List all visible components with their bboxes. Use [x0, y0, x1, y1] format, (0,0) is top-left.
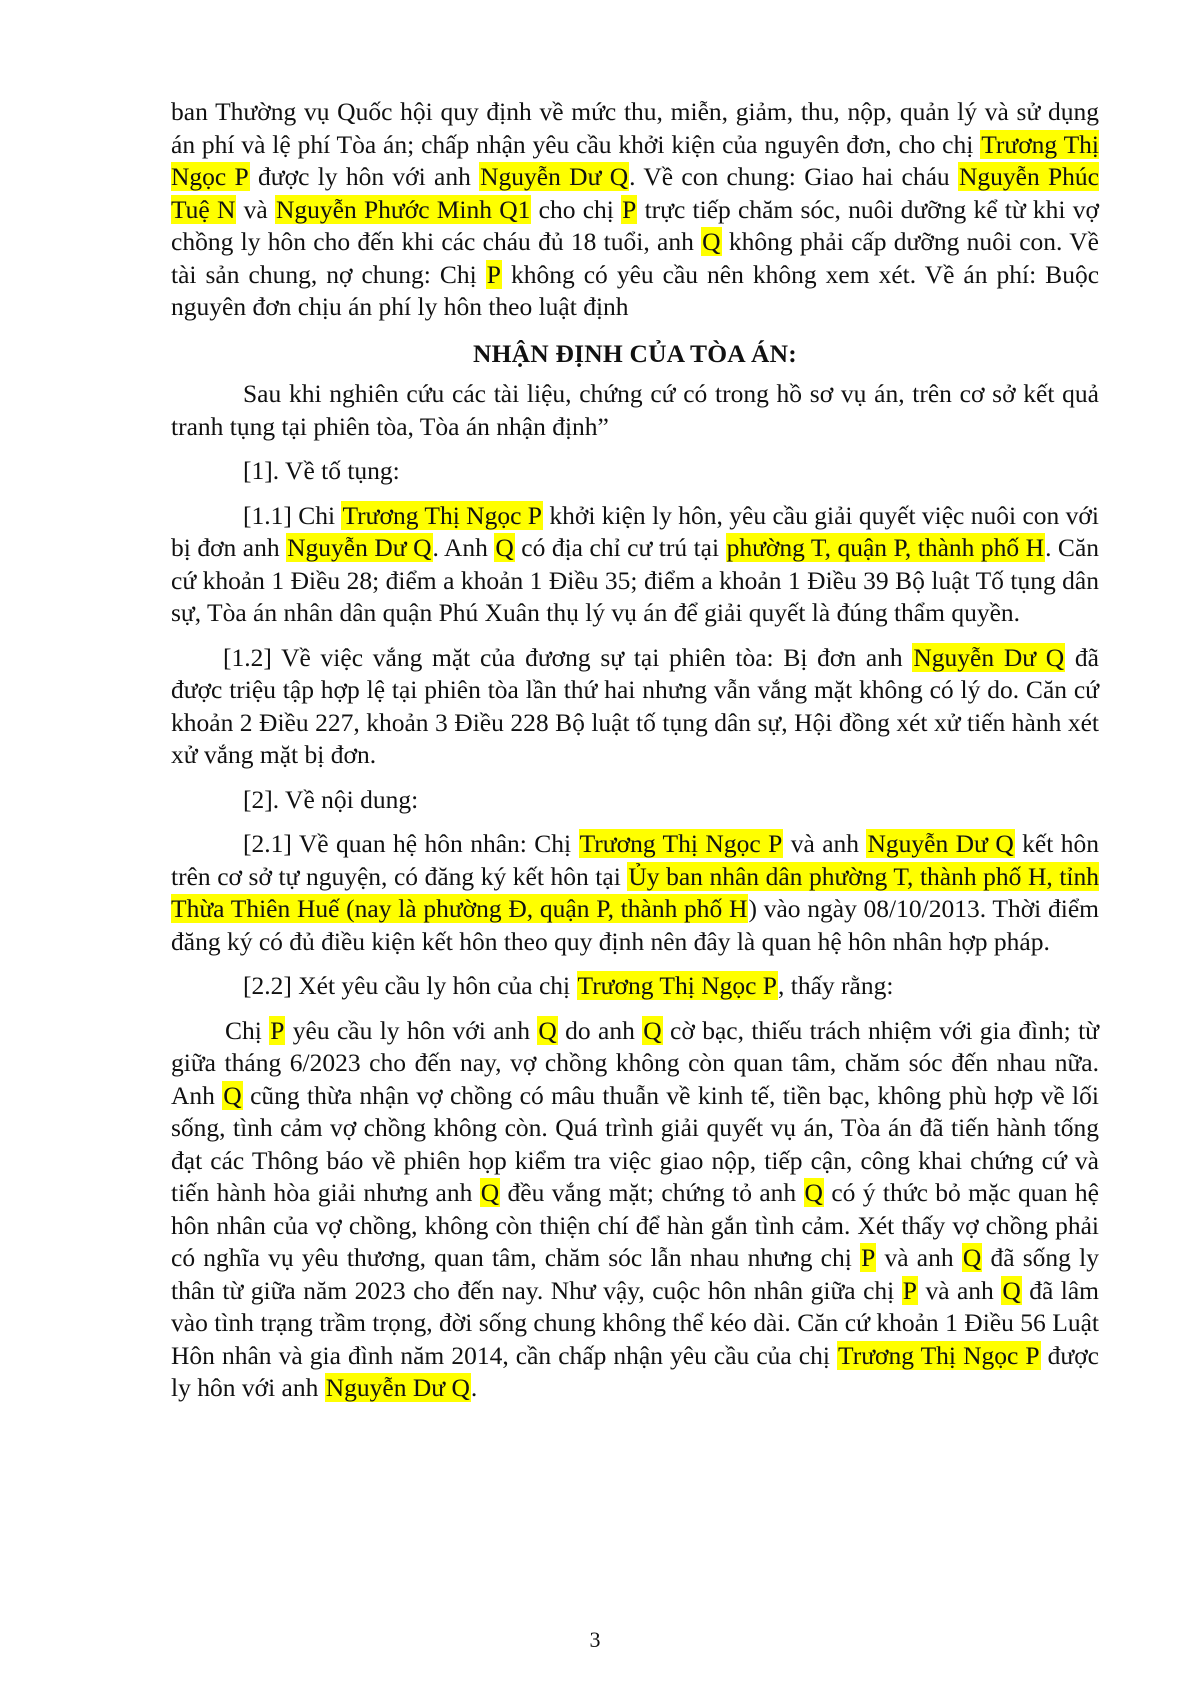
highlighted-text: P	[622, 194, 637, 224]
text-run: [2.2] Xét yêu cầu ly hôn của chị	[243, 971, 577, 1000]
text-run: . Về con chung: Giao hai cháu	[629, 162, 958, 191]
highlighted-text: Trương Thị Ngọc P	[577, 971, 777, 1000]
text-run: khởi kiện ly hôn, yêu cầu giải quyết việc nuôi con với bị đơn anh	[171, 500, 1099, 562]
text-run: .	[470, 1373, 478, 1402]
text-run: [2]. Về nội dung:	[243, 784, 419, 814]
highlighted-text: Trương Thị Ngọc P	[838, 1340, 1040, 1370]
highlighted-text: Nguyễn Dư Q	[913, 642, 1065, 672]
text-run: và anh	[876, 1243, 962, 1272]
highlighted-text: Nguyễn Dư Q	[325, 1373, 470, 1402]
highlighted-text: Q	[962, 1243, 982, 1272]
highlighted-text: phường T, quận P, thành phố H	[726, 533, 1045, 562]
document-page	[171, 96, 1099, 1405]
text-run: và	[236, 194, 275, 224]
highlighted-text: P	[861, 1243, 876, 1272]
paragraph-procedure-heading	[171, 455, 1099, 488]
highlighted-text: Ủy ban nhân dân phường T, thành phố H, tỉnh Thừa Thiên Huế (nay là phường Đ, quận P, thành phố H	[171, 861, 1100, 923]
highlighted-text: Trương Thị Ngọc P	[171, 129, 1099, 191]
highlighted-text: Q	[480, 1178, 500, 1207]
text-run: đã được triệu tập hợp lệ tại phiên tòa lần thứ hai nhưng vẫn vắng mặt không có lý do. Căn cứ khoản 2 Điều 227, khoản 3 Điều 228 Bộ luật tố tụng dân sự, Hội đồng xét xử tiến hành xét xử vắng mặt bị đơn.	[171, 642, 1100, 769]
highlighted-text: Q	[702, 227, 721, 256]
text-run: cũng thừa nhận vợ chồng có mâu thuẫn về kinh tế, tiền bạc, không phù hợp về lối sống, tình cảm vợ chồng không còn. Quá trình giải quyết vụ án, Tòa án đã tiến hành tống đạt các Thông báo về phiên họp kiểm tra việc giao nộp, tiếp cận, công khai chứng cứ và tiến hành hòa giải nhưng anh	[171, 1080, 1099, 1207]
highlighted-text: Trương Thị Ngọc P	[579, 829, 783, 858]
text-run: [1]. Về tố tụng:	[243, 456, 400, 485]
text-run: không phải cấp dưỡng nuôi con. Về tài sản chung, nợ chung: Chị	[171, 227, 1100, 289]
text-run: [1.2] Về việc vắng mặt của đương sự tại phiên tòa: Bị đơn anh	[223, 642, 913, 672]
highlighted-text: Nguyễn Dư Q	[480, 162, 629, 191]
paragraph-content-heading	[171, 784, 1099, 817]
text-run: cho chị	[531, 194, 622, 224]
text-run: trực tiếp chăm sóc, nuôi dưỡng kể từ khi vợ chồng ly hôn cho đến khi các cháu đủ 18 tuổi, anh	[171, 194, 1099, 256]
page-number: 3	[589, 1627, 601, 1652]
text-run: đã sống ly thân từ giữa năm 2023 cho đến nay. Như vậy, cuộc hôn nhân giữa chị	[171, 1243, 1099, 1305]
highlighted-text: Nguyễn Phước Minh Q1	[275, 194, 531, 224]
paragraph-divorce-reasoning	[171, 1015, 1099, 1405]
highlighted-text: Q	[538, 1015, 557, 1045]
text-run: không có yêu cầu nên không xem xét. Về án phí: Buộc nguyên đơn chịu án phí ly hôn theo luật định	[171, 259, 1100, 321]
text-run: Chị	[225, 1015, 270, 1045]
text-run: có địa chỉ cư trú tại	[514, 533, 726, 562]
text-run: Sau khi nghiên cứu các tài liệu, chứng cứ có trong hồ sơ vụ án, trên cơ sở kết quả tranh tụng tại phiên tòa, Tòa án nhận định”	[171, 379, 1099, 441]
text-run: [2.1] Về quan hệ hôn nhân: Chị	[243, 829, 579, 858]
highlighted-text: Trương Thị Ngọc P	[342, 500, 542, 530]
text-run: được ly hôn với anh	[171, 1340, 1099, 1402]
text-run: cờ bạc, thiếu trách nhiệm với gia đình; từ giữa tháng 6/2023 cho đến nay, vợ chồng không còn quan tâm, chăm sóc đến nhau nữa. Anh	[171, 1015, 1099, 1110]
text-run: kết hôn trên cơ sở tự nguyện, có đăng ký kết hôn tại	[171, 829, 1100, 891]
section-heading: NHẬN ĐỊNH CỦA TÒA ÁN:	[473, 338, 797, 368]
text-run: có ý thức bỏ mặc quan hệ hôn nhân của vợ chồng, không còn thiện chí để hàn gắn tình cảm. Xét thấy vợ chồng phải có nghĩa vụ yêu thương, quan tâm, chăm sóc lẫn nhau nhưng chị	[171, 1178, 1099, 1272]
text-run: và anh	[917, 1275, 1002, 1305]
highlighted-text: Q	[643, 1015, 662, 1045]
text-run: đều vắng mặt; chứng tỏ anh	[500, 1178, 804, 1207]
highlighted-text: Q	[223, 1080, 242, 1110]
text-run: , thấy rằng:	[777, 971, 894, 1000]
paragraph-procedure-1-2	[171, 642, 1099, 772]
highlighted-text: Nguyễn Dư Q	[287, 533, 432, 562]
highlighted-text: Q	[1002, 1275, 1021, 1305]
text-run: . Anh	[432, 533, 495, 562]
paragraph-judgment-summary	[171, 96, 1099, 324]
highlighted-text: Nguyễn Dư Q	[867, 829, 1014, 858]
paragraph-content-2-2	[171, 970, 1099, 1003]
text-run: . Căn cứ khoản 1 Điều 28; điểm a khoản 1 Điều 35; điểm a khoản 1 Điều 39 Bộ luật Tố tụng dân sự, Tòa án nhân dân quận Phú Xuân thụ lý vụ án để giải quyết là đúng thẩm quyền.	[171, 533, 1100, 627]
text-run: được ly hôn với anh	[249, 162, 480, 191]
text-run: và anh	[783, 829, 867, 858]
text-run: do anh	[557, 1015, 643, 1045]
text-run: [1.1] Chi	[243, 500, 342, 530]
text-run: yêu cầu ly hôn với anh	[285, 1015, 538, 1045]
highlighted-text: P	[486, 259, 501, 289]
highlighted-text: P	[902, 1275, 917, 1305]
highlighted-text: Nguyễn Phúc Tuệ N	[171, 162, 1100, 224]
paragraph-content-2-1	[171, 828, 1099, 958]
text-run: ban Thường vụ Quốc hội quy định về mức thu, miễn, giảm, thu, nộp, quản lý và sử dụng án phí và lệ phí Tòa án; chấp nhận yêu cầu khởi kiện của nguyên đơn, cho chị	[171, 97, 1099, 159]
text-run: đã lâm vào tình trạng trầm trọng, đời sống chung không thể kéo dài. Căn cứ khoản 1 Điều 56 Luật Hôn nhân và gia đình năm 2014, cần chấp nhận yêu cầu của chị	[171, 1275, 1100, 1370]
highlighted-text: P	[270, 1015, 285, 1045]
paragraph-procedure-1-1	[171, 500, 1099, 630]
highlighted-text: Q	[804, 1178, 823, 1207]
highlighted-text: Q	[495, 533, 514, 562]
paragraph-court-intro	[171, 378, 1099, 443]
text-run: ) vào ngày 08/10/2013. Thời điểm đăng ký có đủ điều kiện kết hôn theo quy định nên đây là quan hệ hôn nhân hợp pháp.	[171, 894, 1099, 956]
